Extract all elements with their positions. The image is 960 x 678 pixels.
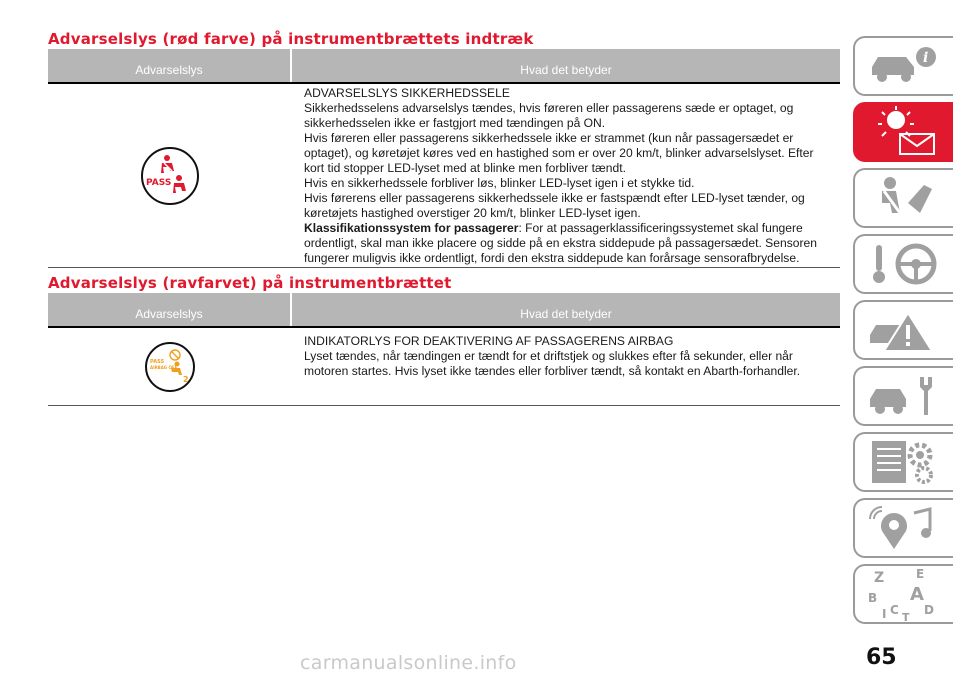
header-warning-light: Advarselslys [48,49,290,82]
paragraph: Sikkerhedsselens advarselslys tændes, hvis føreren eller passagerens sæde er optaget, og sikkerhedsselen ikke er fastgjort med tændingen på ON. [304,101,794,130]
tab-car-info[interactable] [853,36,953,96]
multimedia-icon [864,503,944,553]
tab-index[interactable] [853,564,953,624]
table-row [48,328,840,406]
warning-heading: ADVARSELSLYS SIKKERHEDSSELE [304,86,510,100]
paragraph: Hvis føreren eller passagerens sikkerhedssele ikke er strammet (kun når passagersædet er optaget), og køretøjet køres ved en hastighed som er over 20 km/t, blinker advarselslyset. Efter kort tid stopper LED-lyset med at blinke men forbliver tændt. [304,131,814,175]
tab-multimedia[interactable] [853,498,953,558]
tab-emergency[interactable] [853,300,953,360]
warning-lights-icon [864,104,944,160]
seatbelt-warning-lamp [141,147,199,205]
safety-icon [864,173,944,223]
paragraph: Klassifikationssystem for passagerer: For at passagerklassificeringssystemet skal fungere ordentligt, skal man ikke placere og sidde på en ekstra siddepude på passagersædet. Sensoren fungerer muligvis ikke ordentligt, fordi den ekstra siddepude kan forårsage sensorafbrydelse. [304,221,817,265]
index-letter: E [916,567,925,581]
index-letter: C [890,603,899,617]
meaning-cell [292,84,840,267]
tab-warning-lights[interactable] [853,102,953,162]
tab-starting-driving[interactable] [853,234,953,294]
section-title-amber-warning: Advarselslys (ravfarvet) på instrumentbrættet [48,274,452,292]
section-title-red-warning: Advarselslys (rød farve) på instrumentbrættets indtræk [48,30,534,48]
index-icon [864,566,944,622]
starting-driving-icon [864,239,944,289]
airbag-off-lamp [145,342,195,392]
amber-warning-table [48,293,840,406]
table-header [48,49,840,82]
car-info-icon [864,41,944,91]
lamp-cell [48,328,292,405]
red-warning-table [48,49,840,268]
index-letter: I [882,607,887,621]
technical-data-icon [864,437,944,487]
header-meaning: Hvad det betyder [292,49,840,82]
maintenance-icon [864,371,944,421]
index-letter: B [868,591,878,605]
table-header [48,293,840,326]
table-row [48,84,840,268]
tab-maintenance[interactable] [853,366,953,426]
meaning-cell [292,328,840,405]
page-number: 65 [866,645,897,670]
emergency-icon [864,305,944,355]
lamp-pass-label: PASS [150,358,165,365]
watermark: carmanualsonline.info [300,652,517,674]
lamp-pass-label: PASS [146,177,172,188]
tab-technical-data[interactable] [853,432,953,492]
seatbelt-pass-icon [146,154,194,198]
index-letter: Z [874,570,885,586]
index-letter: T [902,611,910,622]
tab-safety[interactable] [853,168,953,228]
airbag-off-icon [149,349,191,385]
bold-label: Klassifikationssystem for passagerer [304,221,519,235]
paragraph: Lyset tændes, når tændingen er tændt for et driftstjek og slukkes efter få sekunder, eller når motoren startes. Hvis lyset ikke tændes eller forbliver tændt, så kontakt en Abarth-forhandler. [304,349,801,378]
index-letter: A [910,584,924,605]
warning-heading: INDIKATORLYS FOR DEAKTIVERING AF PASSAGERENS AIRBAG [304,334,674,348]
header-meaning: Hvad det betyder [292,293,840,326]
header-warning-light: Advarselslys [48,293,290,326]
paragraph: Hvis førerens eller passagerens sikkerhedssele ikke er fastspændt efter LED-lyset tænder, og køretøjets hastighed overstiger 20 km/t, blinker LED-lyset igen. [304,191,805,220]
lamp-cell [48,84,292,267]
lamp-airbag-off-label: AIRBAG OFF [150,364,178,370]
index-letter: D [924,603,934,617]
paragraph: Hvis en sikkerhedssele forbliver løs, blinker LED-lyset igen i et stykke tid. [304,176,695,190]
lamp-number-label: 2 [183,374,189,384]
svg-text:i: i [923,50,929,66]
